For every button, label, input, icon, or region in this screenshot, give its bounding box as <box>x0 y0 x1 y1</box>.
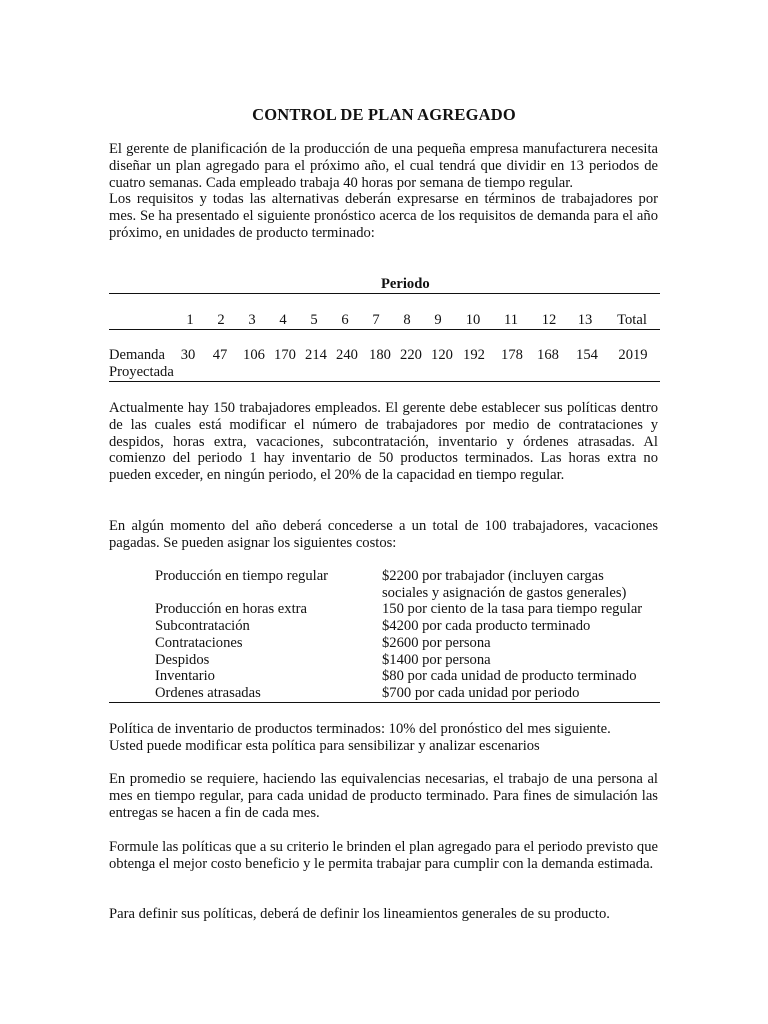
workers-text: Actualmente hay 150 trabajadores empleados. El gerente debe establecer sus políticas dentro de las cuales está modificar el número de trabajadores por medio de contrataciones y despidos, horas extra, vacaciones, subcontratación, inventario y órdenes atrasadas. Al comienzo del periodo 1 hay inventario de 50 productos terminados. Las horas extra no pueden exceder, en ningún periodo, el 20% de la capacidad en tiempo regular. <box>109 400 658 484</box>
intro-sentence-1: El gerente de planificación de la producción de una pequeña empresa manufacturera necesita diseñar un plan agregado para el próximo año, el cual tendrá que dividir en 13 periodos de cuatro semanas. Cada empleado trabaja 40 horas por semana de tiempo regular. <box>109 141 658 191</box>
inventory-note-text: Usted puede modificar esta política para sensibilizar y analizar escenarios <box>109 737 540 754</box>
intro-paragraph <box>109 141 658 242</box>
equivalence-text: En promedio se requiere, haciendo las equivalencias necesarias, el trabajo de una persona al mes en tiempo regular, para cada unidad de producto terminado. Para fines de simulación las entregas se hacen a fin de cada mes. <box>109 771 658 821</box>
cost-value <box>382 568 626 602</box>
costs-table-rule <box>109 702 660 703</box>
formulate-text: Formule las políticas que a su criterio le brinden el plan agregado para el periodo previsto que obtenga el mejor costo beneficio y le permita trabajar para cumplir con la demanda estimada. <box>109 839 658 872</box>
demand-value-cell: 240 <box>336 347 358 363</box>
cost-label: Inventario <box>155 668 215 684</box>
row-label-proyectada: Proyectada <box>109 364 174 380</box>
demand-value-cell: 170 <box>274 347 296 363</box>
table-rule-bottom <box>109 381 660 382</box>
period-header-cell: 1 <box>186 312 194 328</box>
cost-value: $700 por cada unidad por periodo <box>382 685 580 701</box>
cost-label: Producción en tiempo regular <box>155 568 329 584</box>
intro-sentence-2: Los requisitos y todas las alternativas deberán expresarse en términos de trabajadores por mes. Se ha presentado el siguiente pronóstico acerca de los requisitos de demanda para el año próximo, en unidades de producto terminado: <box>109 191 658 241</box>
cost-value: $2600 por persona <box>382 635 491 651</box>
period-header-cell: 13 <box>577 312 593 328</box>
row-label-demanda: Demanda <box>109 347 165 363</box>
demand-value-cell: 154 <box>576 347 598 363</box>
cost-value-line: sociales y asignación de gastos generales) <box>382 584 627 601</box>
table-header-periodo: Periodo <box>381 276 430 292</box>
cost-value: 150 por ciento de la tasa para tiempo regular <box>382 601 643 617</box>
cost-label: Producción en horas extra <box>155 601 307 617</box>
period-header-total: Total <box>617 312 647 328</box>
period-header-cell: 10 <box>465 312 481 328</box>
cost-value: $80 por cada unidad de producto terminado <box>382 668 637 684</box>
period-header-cell: 8 <box>403 312 411 328</box>
period-header-cell: 2 <box>217 312 225 328</box>
cost-value: $4200 por cada producto terminado <box>382 618 591 634</box>
inventory-paragraph <box>109 721 658 755</box>
period-header-cell: 3 <box>248 312 256 328</box>
demand-value-cell: 180 <box>369 347 391 363</box>
demand-value-cell: 178 <box>501 347 523 363</box>
period-header-cell: 9 <box>434 312 442 328</box>
period-header-cell: 7 <box>372 312 380 328</box>
period-header-cell: 4 <box>279 312 287 328</box>
table-rule-top <box>109 293 660 294</box>
period-header-cell: 11 <box>503 312 519 328</box>
cost-value: $1400 por persona <box>382 652 491 668</box>
cost-label: Ordenes atrasadas <box>155 685 261 701</box>
demand-value-cell: 106 <box>243 347 265 363</box>
demand-value-total: 2019 <box>618 347 648 363</box>
define-paragraph <box>109 906 658 923</box>
equivalence-paragraph <box>109 771 658 821</box>
define-text: Para definir sus políticas, deberá de definir los lineamientos generales de su producto. <box>109 906 610 922</box>
inventory-policy-text: Política de inventario de productos terminados: 10% del pronóstico del mes siguiente. <box>109 721 611 737</box>
cost-label: Subcontratación <box>155 618 250 634</box>
demand-value-cell: 220 <box>400 347 422 363</box>
demand-value-cell: 168 <box>537 347 559 363</box>
document-title: CONTROL DE PLAN AGREGADO <box>252 105 516 124</box>
period-header-cell: 5 <box>310 312 318 328</box>
formulate-paragraph <box>109 839 658 873</box>
workers-paragraph <box>109 400 658 484</box>
table-rule-middle <box>109 329 660 330</box>
vacations-text: En algún momento del año deberá concederse a un total de 100 trabajadores, vacaciones pagadas. Se pueden asignar los siguientes costos: <box>109 518 658 551</box>
period-header-cell: 6 <box>341 312 349 328</box>
period-header-cell: 12 <box>541 312 557 328</box>
demand-value-cell: 30 <box>180 347 196 363</box>
cost-label: Contrataciones <box>155 635 243 651</box>
demand-value-cell: 214 <box>305 347 327 363</box>
vacations-paragraph <box>109 518 658 552</box>
cost-label: Despidos <box>155 652 210 668</box>
demand-value-cell: 47 <box>212 347 228 363</box>
demand-value-cell: 120 <box>431 347 453 363</box>
demand-value-cell: 192 <box>463 347 485 363</box>
cost-value-line: $2200 por trabajador (incluyen cargas <box>382 568 604 584</box>
